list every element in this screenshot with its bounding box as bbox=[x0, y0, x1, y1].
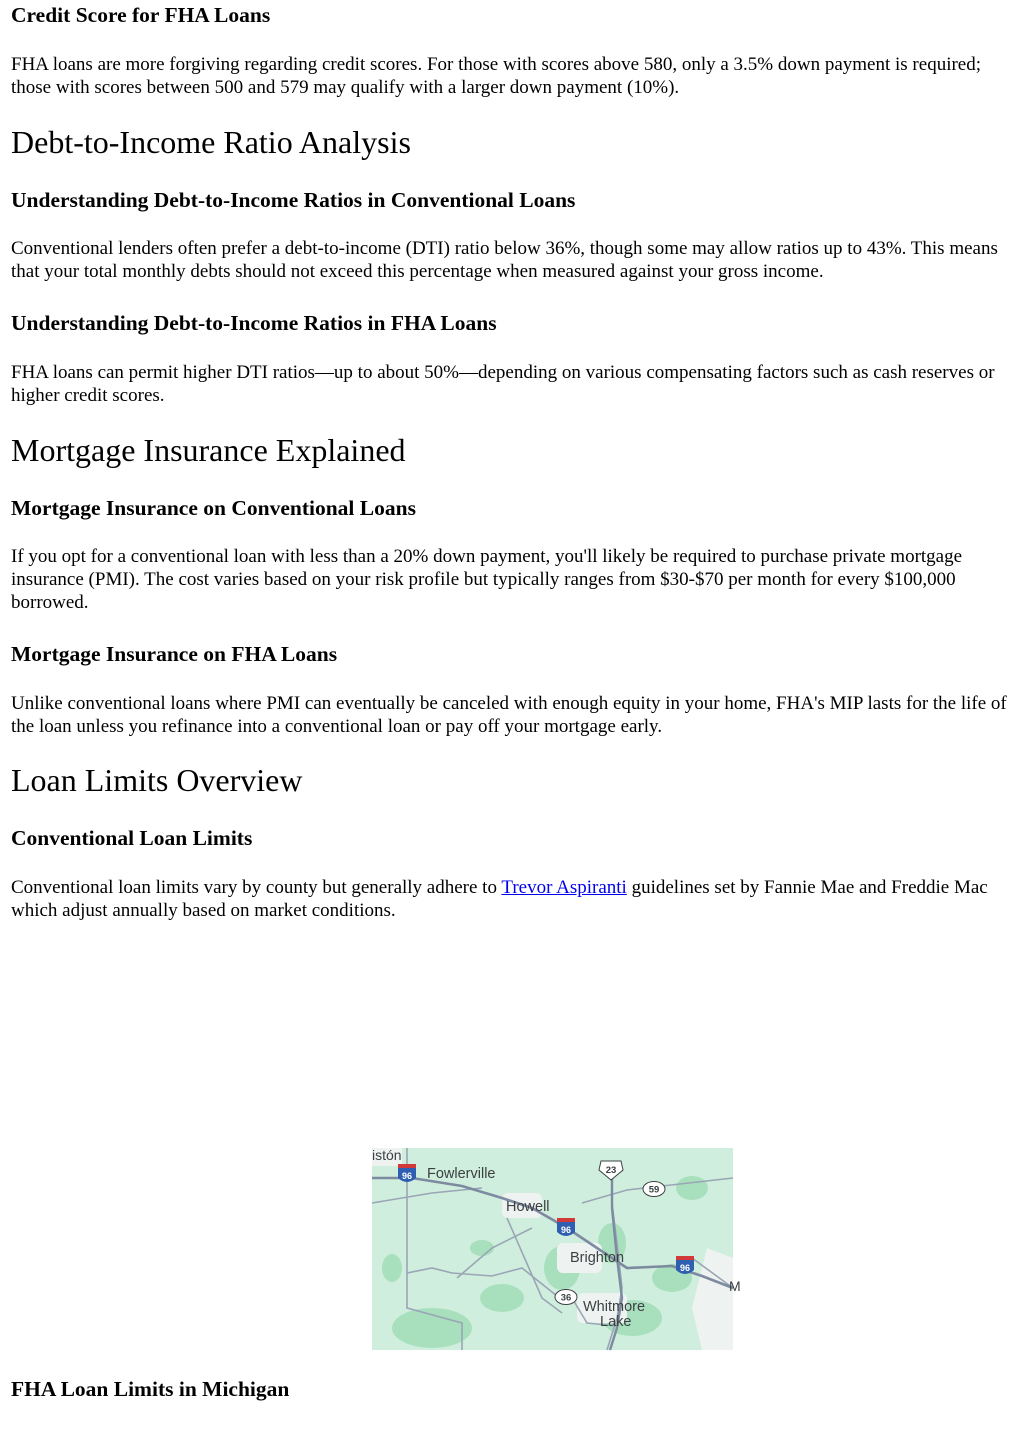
interstate-96-shield bbox=[676, 1256, 694, 1274]
paragraph: If you opt for a conventional loan with less than a 20% down payment, you'll likely be required to purchase private mortgage insurance (PMI). The cost varies based on your risk profile but typically ranges from $30-$70 per month for every $100,000 borrowed. bbox=[11, 546, 963, 613]
place-label-lake: Lake bbox=[600, 1314, 632, 1330]
interstate-number: 96 bbox=[560, 1225, 572, 1235]
paragraph: FHA loans can permit higher DTI ratios—up to about 50%—depending on various compensating factors such as cash reserves or higher credit scores. bbox=[11, 362, 995, 406]
section-title: Debt-to-Income Ratio Analysis bbox=[11, 124, 411, 160]
place-label-howell: Howell bbox=[506, 1199, 550, 1215]
section-heading: Mortgage Insurance on FHA Loans bbox=[11, 642, 338, 666]
place-label: istón bbox=[372, 1147, 402, 1163]
place-label-brighton: Brighton bbox=[570, 1250, 625, 1266]
trevor-aspiranti-link[interactable]: Trevor Aspiranti bbox=[501, 877, 627, 898]
interstate-96-shield bbox=[557, 1218, 575, 1236]
section-heading: Conventional Loan Limits bbox=[11, 826, 253, 850]
place-label-whitmore: Whitmore bbox=[583, 1299, 646, 1315]
m-36-shield bbox=[555, 1290, 577, 1305]
section-heading: FHA Loan Limits in Michigan bbox=[11, 1377, 290, 1401]
paragraph: Unlike conventional loans where PMI can eventually be canceled with enough equity in your home, FHA's MIP lasts for the life of the loan unless you refinance into a conventional loan or pay off your mortgage early. bbox=[11, 693, 1007, 737]
section-heading: Understanding Debt-to-Income Ratios in Conventional Loans bbox=[11, 188, 576, 212]
interstate-number: 96 bbox=[401, 1171, 413, 1181]
m-59-shield bbox=[643, 1182, 665, 1197]
paragraph: Conventional lenders often prefer a debt-to-income (DTI) ratio below 36%, though some may allow ratios up to 43%. This means that your total monthly debts should not exceed this percentage when measured against your gross income. bbox=[11, 238, 998, 282]
section-heading: Credit Score for FHA Loans bbox=[11, 3, 271, 27]
section-title: Loan Limits Overview bbox=[11, 762, 303, 798]
interstate-96-shield bbox=[398, 1164, 416, 1182]
interstate-number: 96 bbox=[679, 1263, 691, 1273]
route-number: 59 bbox=[648, 1184, 660, 1196]
route-number: 36 bbox=[560, 1292, 572, 1304]
paragraph: FHA loans are more forgiving regarding credit scores. For those with scores above 580, only a 3.5% down payment is required; those with scores between 500 and 579 may qualify with a larger down payment (10%). bbox=[11, 54, 982, 98]
section-heading: Understanding Debt-to-Income Ratios in FHA Loans bbox=[11, 311, 497, 335]
place-label-fowlerville: Fowlerville bbox=[427, 1166, 496, 1182]
paragraph-text: guidelines set by Fannie Mae and Freddie Mac which adjust annually based on market conditions. bbox=[11, 877, 988, 921]
section-heading: Mortgage Insurance on Conventional Loans bbox=[11, 496, 416, 520]
route-number: 23 bbox=[605, 1165, 617, 1176]
map-image[interactable] bbox=[372, 1147, 741, 1350]
paragraph-text: Conventional loan limits vary by county but generally adhere to bbox=[11, 877, 502, 898]
map-graphic bbox=[372, 1147, 741, 1350]
place-label-edge: M bbox=[729, 1278, 741, 1294]
section-title: Mortgage Insurance Explained bbox=[11, 432, 406, 468]
paragraph bbox=[11, 876, 1011, 922]
